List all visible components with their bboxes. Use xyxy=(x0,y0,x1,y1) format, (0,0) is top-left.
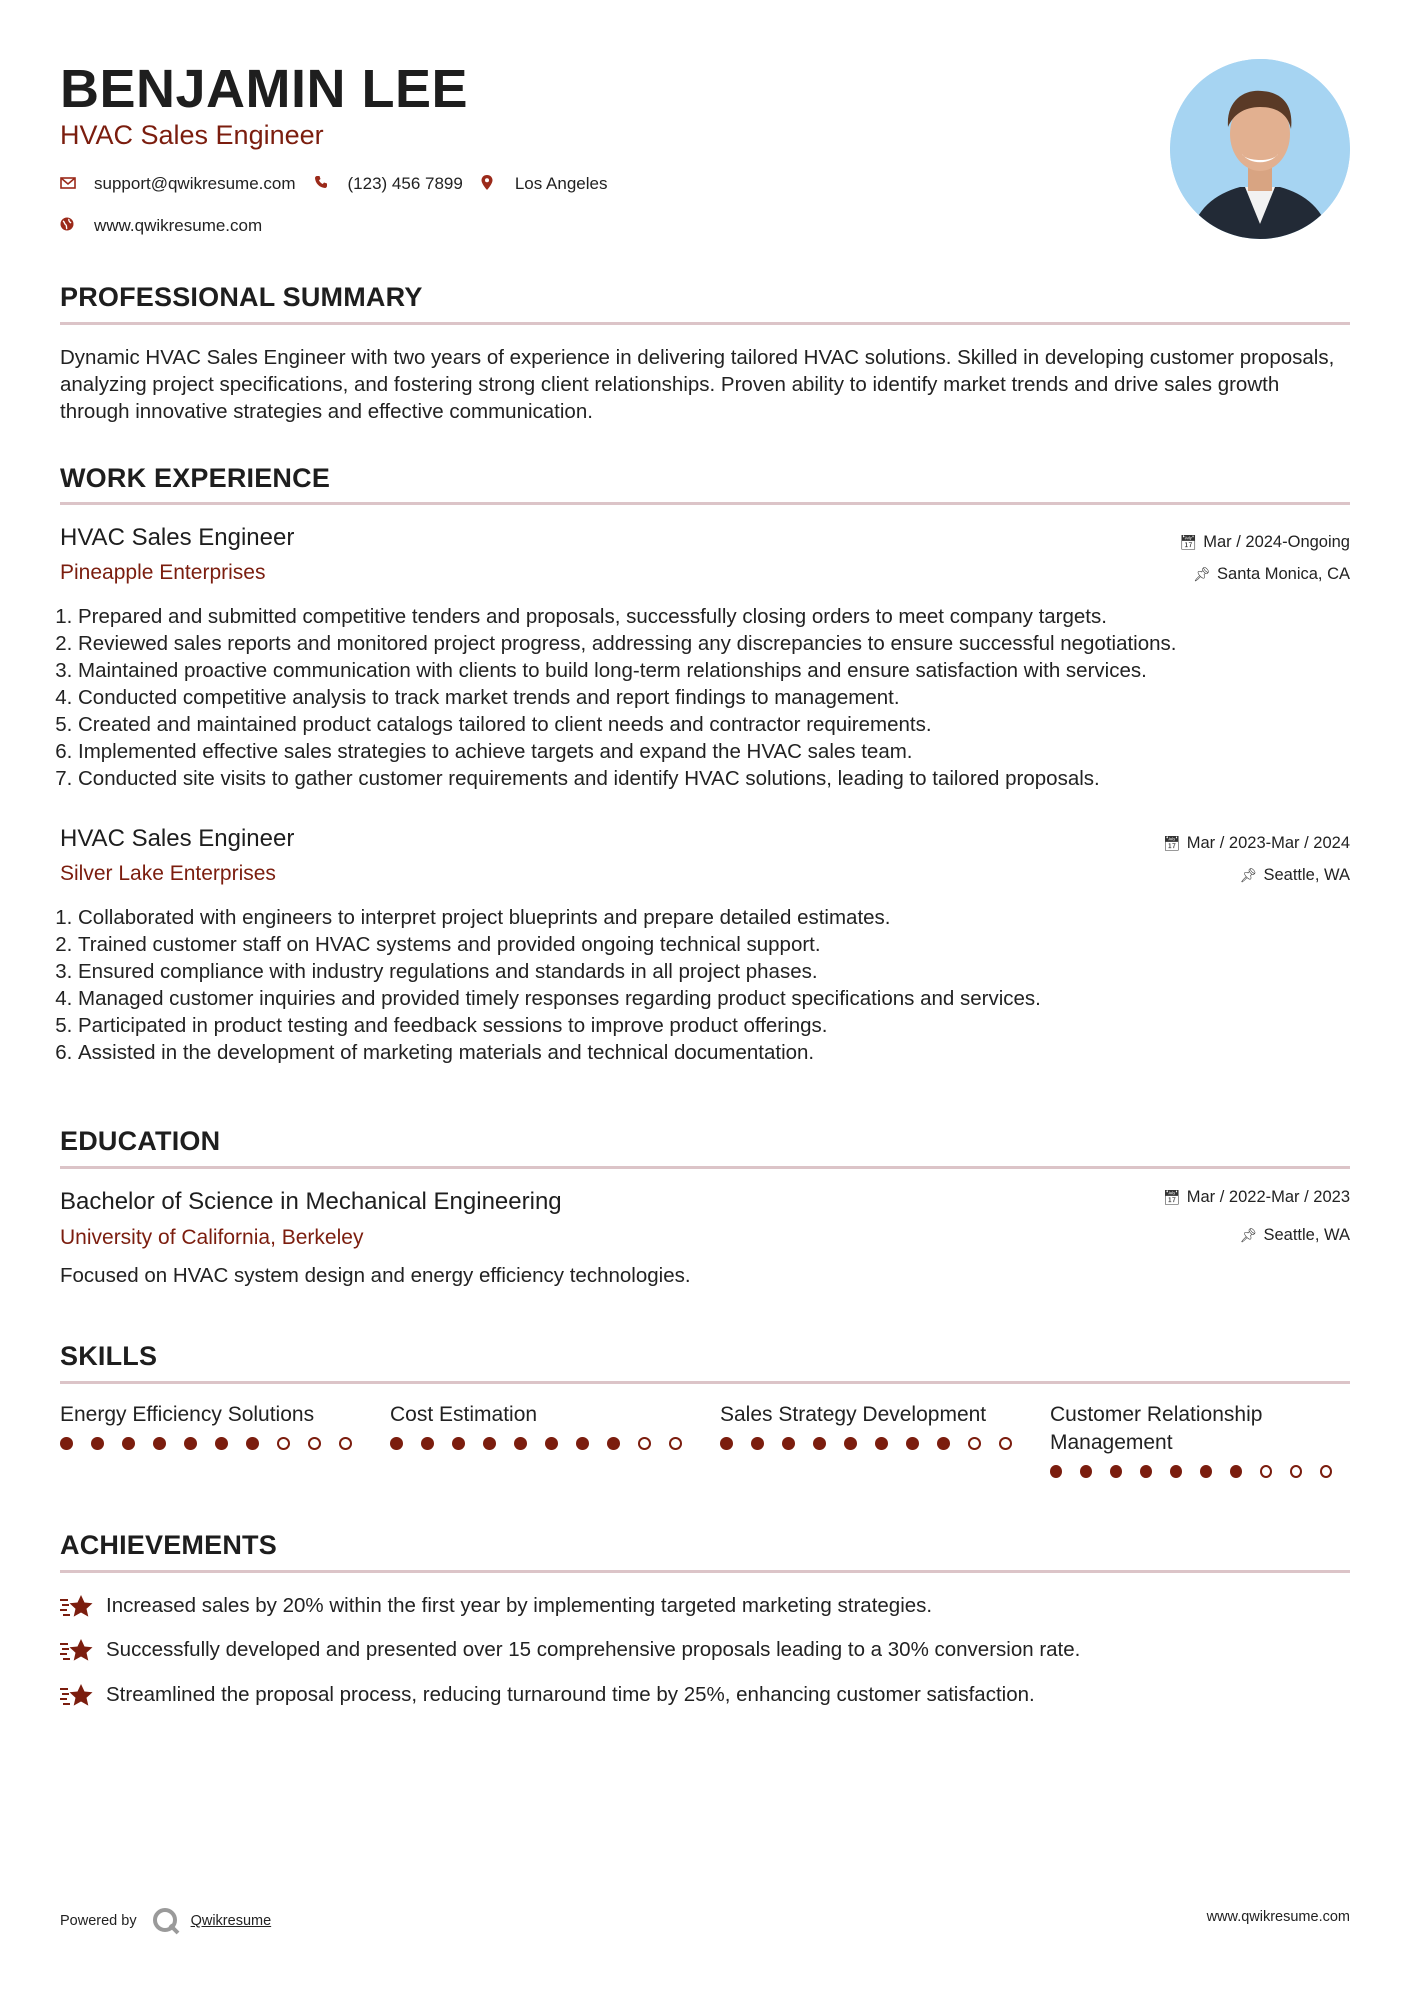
skill-name: Cost Estimation xyxy=(390,1403,538,1426)
education-place xyxy=(1240,1226,1350,1245)
skill-rating xyxy=(720,1437,1030,1450)
phone-icon xyxy=(314,175,348,193)
list-item: 5. Created and maintained product catalogs tailored to client needs and contractor requirements. xyxy=(78,711,1368,738)
job-title: HVAC Sales Engineer xyxy=(60,524,295,551)
job-company: Pineapple Enterprises xyxy=(60,561,266,584)
star-badge-icon xyxy=(60,1681,94,1709)
rating-dot-filled xyxy=(1140,1465,1152,1478)
list-item: 3. Maintained proactive communication with clients to build long-term relationships and ensure satisfaction with services. xyxy=(78,657,1368,684)
footer-powered xyxy=(60,1906,271,1936)
rating-dot-filled xyxy=(844,1437,857,1450)
rating-dot-filled xyxy=(875,1437,888,1450)
job-bullets xyxy=(60,603,1368,792)
candidate-name: BENJAMIN LEE xyxy=(60,59,469,119)
job-date xyxy=(1163,834,1350,853)
rating-dot-empty xyxy=(308,1437,321,1450)
contact-row xyxy=(60,174,625,194)
rating-dot-filled xyxy=(1110,1465,1122,1478)
rating-dot-filled xyxy=(153,1437,166,1450)
skill-rating xyxy=(60,1437,370,1450)
brand-link[interactable]: Qwikresume xyxy=(190,1913,272,1929)
job-date-text: Mar / 2024-Ongoing xyxy=(1203,533,1350,551)
rating-dot-empty xyxy=(277,1437,290,1450)
education-note: Focused on HVAC system design and energy efficiency technologies. xyxy=(60,1264,691,1287)
powered-by-label: Powered by xyxy=(60,1913,137,1929)
list-item: 2. Trained customer staff on HVAC systems and provided ongoing technical support. xyxy=(78,931,1368,958)
candidate-title: HVAC Sales Engineer xyxy=(60,120,324,150)
rating-dot-filled xyxy=(1230,1465,1242,1478)
job-bullets xyxy=(60,904,1368,1066)
rating-dot-empty xyxy=(999,1437,1012,1450)
skill-name: Customer Relationship Management xyxy=(1050,1403,1263,1454)
job-title: HVAC Sales Engineer xyxy=(60,825,295,852)
degree-title: Bachelor of Science in Mechanical Engineering xyxy=(60,1188,562,1215)
map-pin-icon xyxy=(481,175,515,194)
achievement-item xyxy=(60,1592,932,1620)
rating-dot-empty xyxy=(638,1437,651,1450)
contact-email[interactable] xyxy=(60,174,296,194)
achievement-text: Increased sales by 20% within the first year by implementing targeted marketing strategies. xyxy=(106,1594,933,1617)
job-place xyxy=(1193,565,1350,584)
rating-dot-filled xyxy=(1200,1465,1212,1478)
website-text: www.qwikresume.com xyxy=(94,216,263,235)
rating-dot-filled xyxy=(1050,1465,1062,1478)
education-date-text: Mar / 2022-Mar / 2023 xyxy=(1186,1188,1350,1206)
location-text: Los Angeles xyxy=(514,174,608,193)
rating-dot-filled xyxy=(720,1437,733,1450)
pushpin-icon: 📌︎ xyxy=(1239,1227,1258,1243)
skill-name: Energy Efficiency Solutions xyxy=(60,1403,315,1426)
profile-photo xyxy=(1170,59,1350,239)
rating-dot-filled xyxy=(215,1437,228,1450)
rating-dot-filled xyxy=(1170,1465,1182,1478)
job-date-text: Mar / 2023-Mar / 2024 xyxy=(1186,834,1350,852)
envelope-icon xyxy=(60,176,94,193)
phone-text: (123) 456 7899 xyxy=(347,174,463,193)
rating-dot-filled xyxy=(937,1437,950,1450)
pushpin-icon: 📌︎ xyxy=(1239,867,1258,883)
achievements-heading: ACHIEVEMENTS xyxy=(60,1530,277,1560)
contact-website[interactable] xyxy=(60,216,262,236)
rating-dot-filled xyxy=(184,1437,197,1450)
rating-dot-empty xyxy=(968,1437,981,1450)
skills-heading: SKILLS xyxy=(60,1341,158,1371)
summary-text: Dynamic HVAC Sales Engineer with two years of experience in delivering tailored HVAC solutions. Skilled in developing customer proposals, analyzing project specifications, and fostering strong client relationships. Proven ability to identify market trends and drive sales growth through innovative strategies and effective communication. xyxy=(60,346,1335,423)
section-divider xyxy=(60,322,1350,325)
star-badge-icon xyxy=(60,1636,94,1664)
list-item: 7. Conducted site visits to gather customer requirements and identify HVAC solutions, leading to tailored proposals. xyxy=(78,765,1368,792)
calendar-icon: 📅︎ xyxy=(1162,1189,1181,1205)
rating-dot-filled xyxy=(751,1437,764,1450)
skill-rating xyxy=(1050,1465,1350,1478)
rating-dot-filled xyxy=(1080,1465,1092,1478)
achievement-item xyxy=(60,1636,1080,1664)
school-name: University of California, Berkeley xyxy=(60,1226,364,1249)
education-place-text: Seattle, WA xyxy=(1263,1226,1350,1244)
rating-dot-filled xyxy=(813,1437,826,1450)
achievement-text: Successfully developed and presented over 15 comprehensive proposals leading to a 30% conversion rate. xyxy=(106,1638,1081,1661)
list-item: 1. Prepared and submitted competitive tenders and proposals, successfully closing orders to meet company targets. xyxy=(78,603,1368,630)
list-item: 6. Implemented effective sales strategies to achieve targets and expand the HVAC sales team. xyxy=(78,738,1368,765)
rating-dot-filled xyxy=(246,1437,259,1450)
section-divider xyxy=(60,502,1350,505)
rating-dot-filled xyxy=(91,1437,104,1450)
star-badge-icon xyxy=(60,1592,94,1620)
skill-item xyxy=(720,1401,1030,1450)
rating-dot-filled xyxy=(452,1437,465,1450)
section-divider xyxy=(60,1166,1350,1169)
job-date xyxy=(1179,533,1350,552)
rating-dot-empty xyxy=(1320,1465,1332,1478)
rating-dot-filled xyxy=(421,1437,434,1450)
contact-row-2 xyxy=(60,216,280,236)
rating-dot-filled xyxy=(545,1437,558,1450)
list-item: 2. Reviewed sales reports and monitored project progress, addressing any discrepancies to ensure successful negotiations. xyxy=(78,630,1368,657)
section-divider xyxy=(60,1570,1350,1573)
list-item: 5. Participated in product testing and feedback sessions to improve product offerings. xyxy=(78,1012,1368,1039)
rating-dot-empty xyxy=(1260,1465,1272,1478)
contact-location xyxy=(481,174,608,194)
summary-heading: PROFESSIONAL SUMMARY xyxy=(60,282,423,312)
rating-dot-filled xyxy=(782,1437,795,1450)
email-text: support@qwikresume.com xyxy=(94,174,296,193)
contact-phone[interactable] xyxy=(314,174,463,194)
job-place-text: Santa Monica, CA xyxy=(1217,565,1350,583)
rating-dot-empty xyxy=(339,1437,352,1450)
rating-dot-filled xyxy=(576,1437,589,1450)
globe-icon xyxy=(60,217,94,235)
list-item: 3. Ensured compliance with industry regulations and standards in all project phases. xyxy=(78,958,1368,985)
calendar-icon: 📅︎ xyxy=(1162,835,1181,851)
qwikresume-logo-icon xyxy=(151,1906,181,1936)
job-place xyxy=(1240,866,1350,885)
achievement-item xyxy=(60,1681,1035,1709)
education-date xyxy=(1163,1188,1350,1207)
rating-dot-filled xyxy=(514,1437,527,1450)
rating-dot-filled xyxy=(906,1437,919,1450)
skill-name: Sales Strategy Development xyxy=(720,1403,987,1426)
experience-heading: WORK EXPERIENCE xyxy=(60,463,331,493)
footer-site[interactable]: www.qwikresume.com xyxy=(1206,1909,1350,1925)
list-item: 1. Collaborated with engineers to interpret project blueprints and prepare detailed estimates. xyxy=(78,904,1368,931)
rating-dot-filled xyxy=(483,1437,496,1450)
rating-dot-empty xyxy=(669,1437,682,1450)
skill-item xyxy=(390,1401,700,1450)
achievement-text: Streamlined the proposal process, reducing turnaround time by 25%, enhancing customer satisfaction. xyxy=(106,1683,1035,1706)
rating-dot-filled xyxy=(60,1437,73,1450)
list-item: 4. Conducted competitive analysis to track market trends and report findings to management. xyxy=(78,684,1368,711)
skill-rating xyxy=(390,1437,700,1450)
skill-item xyxy=(1050,1401,1350,1478)
list-item: 6. Assisted in the development of marketing materials and technical documentation. xyxy=(78,1039,1368,1066)
rating-dot-filled xyxy=(607,1437,620,1450)
education-heading: EDUCATION xyxy=(60,1126,221,1156)
job-company: Silver Lake Enterprises xyxy=(60,862,276,885)
rating-dot-filled xyxy=(390,1437,403,1450)
section-divider xyxy=(60,1381,1350,1384)
job-place-text: Seattle, WA xyxy=(1263,866,1350,884)
calendar-icon: 📅︎ xyxy=(1179,534,1198,550)
pushpin-icon: 📌︎ xyxy=(1193,566,1212,582)
rating-dot-empty xyxy=(1290,1465,1302,1478)
rating-dot-filled xyxy=(122,1437,135,1450)
list-item: 4. Managed customer inquiries and provided timely responses regarding product specifications and services. xyxy=(78,985,1368,1012)
skill-item xyxy=(60,1401,370,1450)
